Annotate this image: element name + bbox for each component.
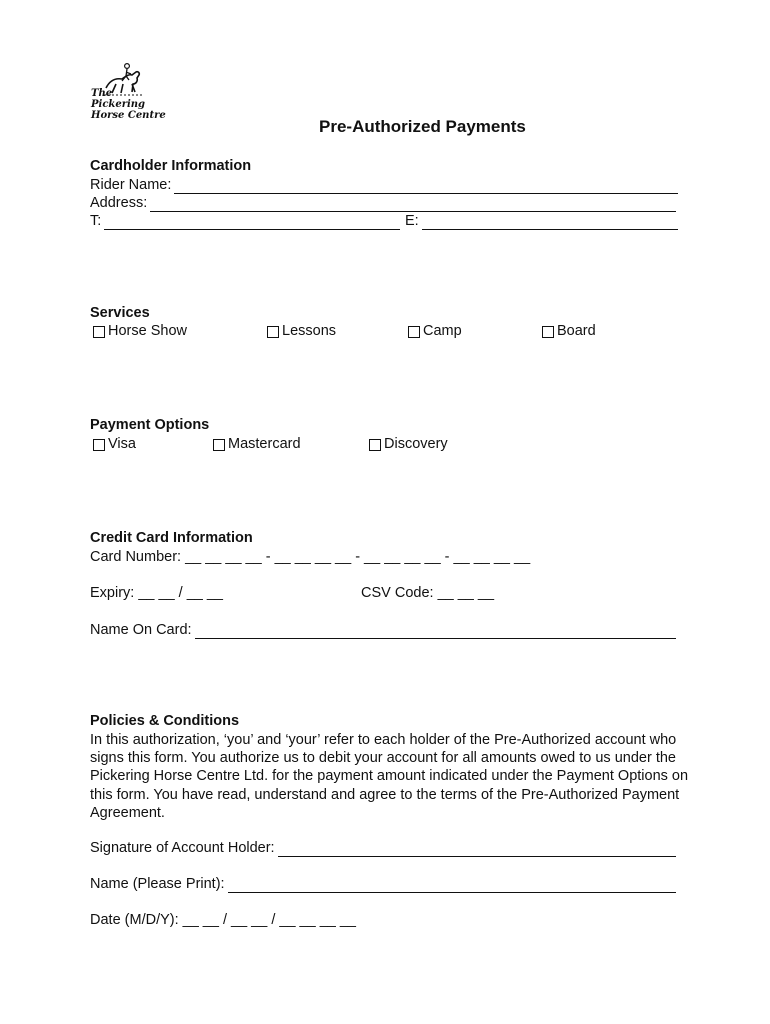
logo-line-the: The [91, 88, 113, 99]
signature-row [90, 839, 676, 857]
checkbox[interactable] [267, 326, 279, 338]
service-option-board[interactable] [542, 322, 596, 340]
rider-name-row [90, 176, 678, 194]
address-row [90, 194, 676, 212]
print-name-field[interactable] [228, 879, 676, 893]
address-field[interactable] [150, 198, 676, 212]
service-option-lessons[interactable] [267, 322, 336, 340]
option-label: Discovery [384, 436, 448, 452]
checkbox[interactable] [408, 326, 420, 338]
checkbox[interactable] [542, 326, 554, 338]
name-on-card-label: Name On Card: [90, 622, 192, 638]
checkbox[interactable] [369, 439, 381, 451]
rider-name-field[interactable] [174, 180, 678, 194]
name-on-card-field[interactable] [195, 625, 676, 639]
policies-heading: Policies & Conditions [90, 713, 240, 729]
option-label: Visa [108, 436, 136, 452]
email-label: E: [405, 213, 419, 229]
checkbox[interactable] [93, 326, 105, 338]
payment-option-discovery[interactable] [369, 435, 448, 453]
option-label: Camp [423, 323, 462, 339]
option-label: Horse Show [108, 323, 187, 339]
payment-heading: Payment Options [90, 417, 210, 433]
payment-option-visa[interactable] [93, 435, 136, 453]
option-label: Lessons [282, 323, 337, 339]
csv-code-field[interactable]: CSV Code: __ __ __ [361, 585, 495, 601]
credit-card-heading: Credit Card Information [90, 530, 253, 546]
email-field[interactable] [422, 216, 678, 230]
option-label: Board [557, 323, 596, 339]
logo-line-pickering: Pickering [91, 99, 146, 110]
rider-name-label: Rider Name: [90, 177, 172, 193]
checkbox[interactable] [93, 439, 105, 451]
service-option-camp[interactable] [408, 322, 462, 340]
expiry-field[interactable]: Expiry: __ __ / __ __ [90, 585, 223, 601]
signature-field[interactable] [278, 843, 676, 857]
phone-label: T: [90, 213, 102, 229]
logo-line-horse-centre: Horse Centre [91, 110, 166, 121]
checkbox[interactable] [213, 439, 225, 451]
email-row [405, 212, 678, 230]
policies-body: In this authorization, ‘you’ and ‘your’ refer to each holder of the Pre-Authorized account who signs this form. You authorize us to debit your account for all amounts owed to us under the Pickering Horse Centre Ltd. for the payment amount indicated under the Payment Options on this form. You have read, understand and agree to the terms of the Pre-Authorized Payment Agreement. [90, 732, 689, 821]
services-heading: Services [90, 305, 150, 321]
payment-option-mastercard[interactable] [213, 435, 301, 453]
phone-row [90, 212, 400, 230]
date-field[interactable]: Date (M/D/Y): __ __ / __ __ / __ __ __ __ [90, 912, 356, 928]
name-on-card-row [90, 621, 676, 639]
phone-field[interactable] [104, 216, 400, 230]
print-name-label: Name (Please Print): [90, 876, 225, 892]
cardholder-heading: Cardholder Information [90, 158, 252, 174]
service-option-horse-show[interactable] [93, 322, 187, 340]
print-name-row [90, 875, 676, 893]
option-label: Mastercard [228, 436, 301, 452]
address-label: Address: [90, 195, 148, 211]
signature-label: Signature of Account Holder: [90, 840, 275, 856]
page-title: Pre-Authorized Payments [319, 117, 526, 136]
card-number-field[interactable]: Card Number: __ __ __ __ - __ __ __ __ - __ __ __ __ - __ __ __ __ [90, 549, 531, 565]
logo [88, 62, 168, 126]
